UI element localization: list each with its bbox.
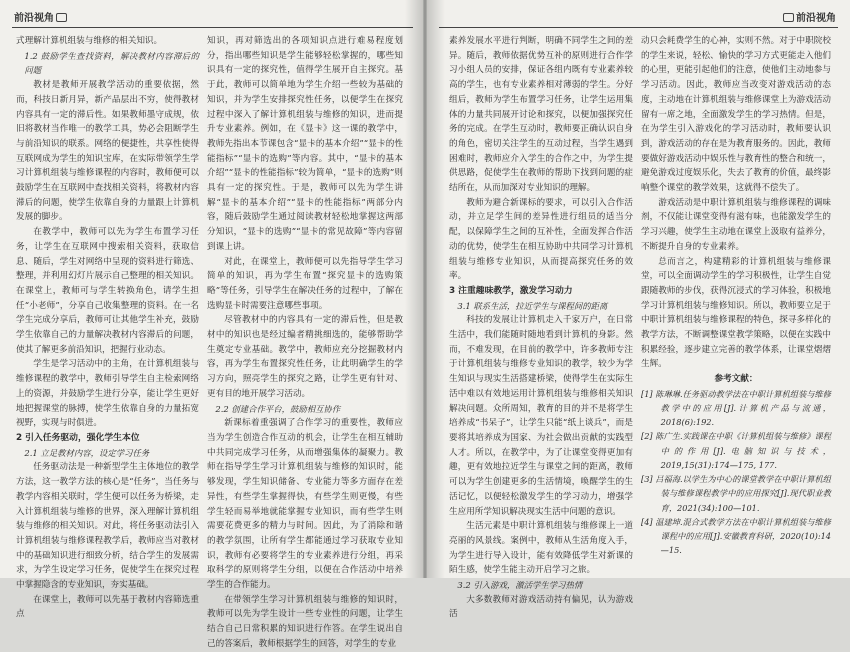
subsection-heading: 2.2 创建合作平台，鼓励相互协作 (215, 403, 341, 414)
right-page (427, 0, 850, 620)
reference-item: [1] 陈琳琳.任务驱动教学法在中职计算机组装与维修教学中的应用[J].计算机产品与流通，2018(6):192. (641, 388, 831, 428)
right-column-2 (641, 34, 831, 557)
paragraph: 教师为避合新课标的要求，可以引入合作活动，并立足学生间的差异性进行组员的适当分配，以保障学生之间的互补性，全面发挥合作活动的优势，使学生在相互协助中共同学习计算机组装与维修专业知识，从而提高探究任务的效率。 (449, 197, 633, 282)
paragraph: 游戏活动是中职计算机组装与维修课程的调味剂，不仅能让课堂变得有滋有味，也能激发学生的学习兴趣，使学生主动地在课堂上汲取有益养分，不断提升自身的专业素养。 (641, 197, 831, 252)
left-column-1 (16, 34, 199, 622)
left-header-rule (12, 27, 413, 28)
paragraph: 学生是学习活动中的主角，在计算机组装与维修课程的教学中，教师引导学生自主检索网络上的资源，并鼓励学生进行分享，能让学生更好地把握课堂的脉搏，使学生依靠自身的力量拓宽视野，实现与时俱进。 (16, 359, 199, 429)
paragraph: 在课堂上，教师可以先基于教材内容筛选重点 (16, 594, 199, 620)
right-running-header (781, 9, 836, 25)
paragraph: 尽管教材中的内容具有一定的滞后性，但是教材中的知识也是经过编者精挑细选的，能够帮助学生奠定专业基础。教学中，教师应充分挖掘教材内容，再为学生布置探究性任务，让此明确学生的学习方向，照亮学生的探究之路，让学生更有针对、更有目的地开展学习活动。 (207, 315, 403, 399)
left-column-2 (207, 34, 403, 652)
left-running-header (14, 9, 69, 25)
subsection-heading: 3.1 联系生活，拉近学生与课程间的距离 (457, 300, 608, 311)
subsection-heading: 2.1 立足教材内容，设定学习任务 (24, 447, 150, 458)
reference-item: [2] 陈广生.实践课在中职《计算机组装与维修》课程中的作用[J].电脑知识与技术，2019,15(31):174—175, 177. (641, 431, 831, 470)
header-box-icon (56, 13, 67, 22)
paragraph: 在教学中，教师可以先为学生布置学习任务，让学生在互联网中搜索相关资料，获取信息、随后，学生对网络中呈现的资料进行筛选、整理，并利用幻灯片展示自己整理的相关知识。在课堂上，教师可与学生转换角色，请学生担任“小老师”，分享自己收集整理的资料。在一名学生完成分享后，教师可让其他学生补充，鼓励学生依靠自己的力量解决教材内容滞后的问题，使其了解更多前沿知识，把握行业动态。 (16, 227, 199, 355)
paragraph: 生活元素是中职计算机组装与维修课上一道亮丽的风景线。案例中，教师从生活角度入手，为学生进行导入设计，能有效降低学生对新课的陌生感，使学生能主动开启学习之旅。 (449, 521, 633, 576)
paragraph: 对此，在课堂上，教师便可以先指导学生学习简单的知识，再为学生布置“探究显卡的选购策略”等任务，引导学生在解决任务的过程中，了解在选购显卡时需要注意哪些事项。 (207, 256, 403, 311)
paragraph: 总而言之，构建精彩的计算机组装与维修课堂，可以全面调动学生的学习积极性，让学生自觉跟随教师的步伐，获得沉浸式的学习体验，积极地学习计算机组装与维修知识。所以，教师要立足于中职计算机组装与维修课程的特色，探寻多样化的教学方法，不断调整课堂教学策略，以便在实践中积累经验，逐步建立完善的教学体系，让课堂熠熠生辉。 (641, 256, 831, 370)
right-header-title: 前沿视角 (796, 13, 836, 24)
left-header-title: 前沿视角 (14, 13, 54, 24)
paragraph: 素养发展水平进行判断，明确不同学生之间的差异。随后，教师依据优势互补的原则进行合作学习小组人员的安排，保证各组内既有专业素养较高的学生，也有专业素养相对薄弱的学生。分好组后，教师为学生布置学习任务，让学生运用集体的力量共同展开讨论和探究，以便加强探究任务的完成。在学生互动时，教师要正确认识自身的角色，密切关注学生的互动过程，当学生遇到困难时，教师应介入学生的合作之中，为学生提供思路，促使学生在教师的帮助下找到问题的症结所在，从而加深对专业知识的理解。 (449, 36, 633, 194)
reference-item: [4] 温建坤.混合式教学方法在中职计算机组装与维修课程中的应用[J].安徽教育科研，2020(10):14—15. (641, 516, 831, 556)
paragraph: 科技的发展让计算机走入千家万户，在日常生活中，我们能随时随地看到计算机的身影。然而，不难发现，在目前的教学中，许多教师专注于计算机组装与维修专业知识的教学，较少为学生知识与现实生活搭建桥梁，使得学生在实际生活中难以有效地运用计算机组装与维修相关知识解决问题。众所周知，教育的目的并不是将学生培养成“书呆子”，让学生只能“纸上谈兵”，而是要将其培养成为国家、为社会做出贡献的实践型人才。所以，在教学中，为了让课堂变得更加有趣，更有效地拉近学生与课堂之间的距离，教师可以为学生创建更多的生活情境，唤醒学生的生活记忆，以便轻松激发学生的学习动力，增强学生应用所学知识解决现实生活中问题的意识。 (449, 315, 633, 517)
left-page (0, 0, 423, 649)
section-heading: 3 注重趣味教学，激发学习动力 (449, 285, 573, 296)
paragraph: 在带领学生学习计算机组装与维修的知识时，教师可以先为学生设计一些专业性的问题，让学生结合自己日常积累的知识进行作答。在学生说出自己的答案后，教师根据学生的回答，对学生的专业 (207, 594, 403, 649)
paragraph: 知识，再对筛选出的各项知识点进行难易程度划分，指出哪些知识是学生能够轻松掌握的，哪些知识具有一定的探究性，值得学生展开自主探究。基于此，教师可以简单地为学生介绍一些较为基础的知识，并为学生安排探究性任务，以便学生在探究过程中深入了解计算机组装与维修的知识，进而提升专业素养。例如，在《显卡》这一课的教学中，教师先指出本节课包含“显卡的基本介绍”“显卡的性能指标”“显卡的选购”等内容。其中，“显卡的基本介绍”“显卡的性能指标”较为简单，“显卡的选购”则具有一定的探究性。于是，教师可以先为学生讲解“显卡的基本介绍”“显卡的性能指标”两部分内容，随后鼓励学生通过阅读教材轻松地掌握这两部分知识，“显卡的选购”“显卡的常见故障”等内容留到课上讲。 (207, 36, 403, 252)
right-column-1 (449, 34, 633, 622)
header-box-icon (783, 13, 794, 22)
paragraph: 动只会耗费学生的心神，实则不然。对于中职院校的学生来说，轻松、愉快的学习方式更能走入他们的心里，更能引起他们的注意，使他们主动地参与学习活动。因此，教师应当改变对游戏活动的态度，主动地在计算机组装与维修课堂上为游戏活动留有一席之地，全面激发学生的学习热情。但是，在为学生引入游戏化的学习活动时，教师要认识到，游戏活动的存在是为教育服务的。因此，教师要做好游戏活动中娱乐性与教育性的整合和统一，避免游戏过度娱乐化，失去了教育的价值，最终影响整个课堂的教学效果，这就得不偿失了。 (641, 36, 831, 194)
reference-item: [3] 吕福海.以学生为中心的课堂教学在中职计算机组装与维修课程教学中的应用探究[J].现代职业教育，2021(34):100—101. (641, 474, 831, 513)
paragraph: 教材是教师开展教学活动的重要依据，然而，科技日新月异，新产品层出不穷，使得教材内容具有一定的滞后性。如果教师墨守成规，依旧将教材当作唯一的教学工具，势必会阻断学生与前沿知识的联系。网络的便捷性，共享性使得互联网成为学生的知识宝库，在实际带领学生学习计算机组装与维修课程的内容时，教师便可以鼓励学生在互联网中查找相关资料，将教材内容滞后的问题，使学生依靠自身的力量跟上计算机发展的脚步。 (16, 80, 199, 223)
paragraph: 大多数教师对游戏活动持有偏见，认为游戏活 (449, 594, 633, 620)
paragraph: 新课标着重强调了合作学习的重要性，教师应当为学生创造合作互动的机会，让学生在相互辅助中共同完成学习任务，从而增强集体的凝聚力。教师在指导学生学习计算机组装与维修的知识时，能够发现，学生知识储备、专业能力等多方面存在差异性，有些学生掌握得快，有些学生则更慢，有些学生轻而易举地就能掌握专业知识，而有些学生则需要花费更多的精力与时间。因此，为了消除和谐的教学氛围，让所有学生都能通过学习获取专业知识，教师有必要将学生的专业素养进行分组，再采取科学的原则将学生分组，以便在合作活动中培养学生的合作能力。 (207, 418, 403, 591)
right-header-rule (439, 27, 838, 28)
paragraph: 任务驱动法是一种新型学生主体地位的教学方法，这一教学方法的核心是“任务”，当任务与教学内容相关联时，学生便可以任务为桥梁，走入计算机组装与维修的世界，深入理解计算机组装与维修的相关知识。对此，将任务驱动法引入计算机组装与维修课程教学后，教师应当对教材中的基础知识进行细致分析，结合学生的发展需求，为学生设定学习任务，促使学生在探究过程中掌握隐含的专业知识，夯实基础。 (16, 462, 199, 591)
subsection-heading: 1.2 鼓励学生查找资料，解决教材内容滞后的问题 (24, 50, 199, 76)
section-heading: 2 引入任务驱动，强化学生本位 (16, 432, 140, 443)
subsection-heading: 3.2 引入游戏，激活学生学习热情 (457, 580, 583, 591)
references-title: 参考文献： (714, 374, 758, 385)
paragraph: 式理解计算机组装与维修的相关知识。 (16, 36, 163, 46)
